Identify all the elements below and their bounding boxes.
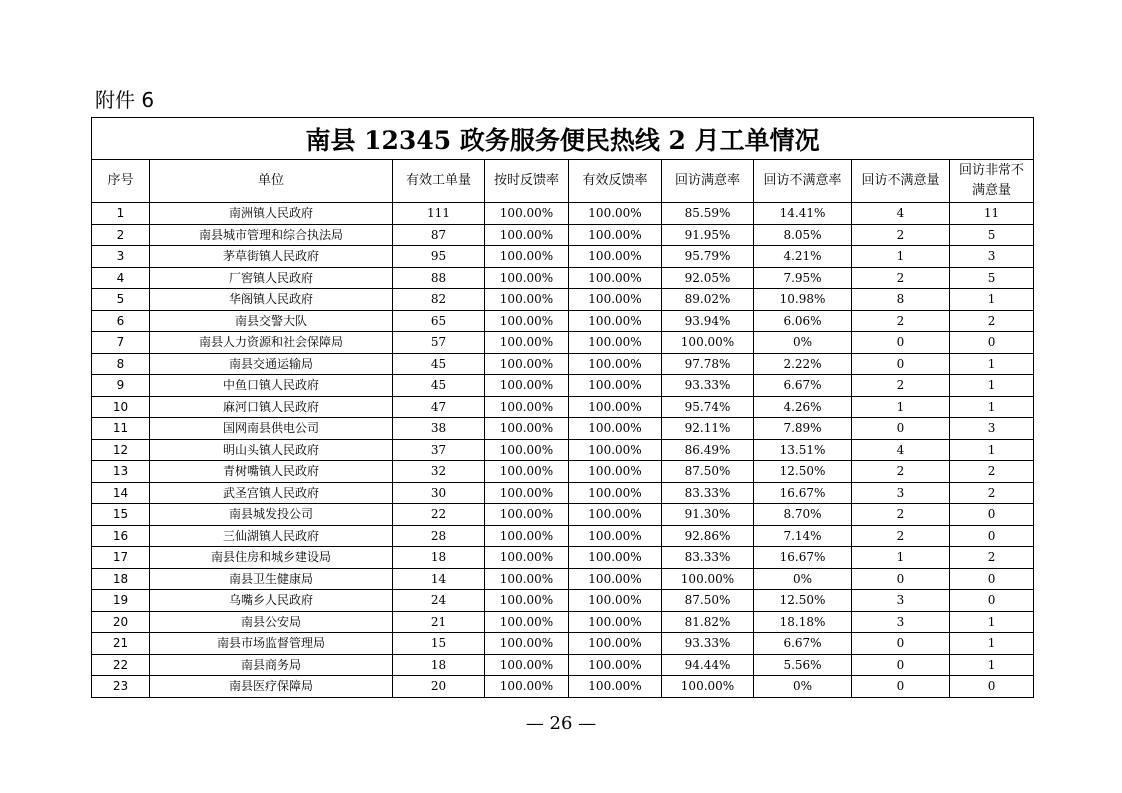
valid-orders-cell: 65 [393,310,485,332]
satisfaction-rate-cell: 81.82% [662,611,754,633]
dissatisfaction-rate-cell: 8.70% [754,504,852,526]
dissatisfied-count-cell: 4 [852,439,950,461]
ontime-rate-cell: 100.00% [485,353,569,375]
header-satisfaction-rate: 回访满意率 [662,160,754,203]
table-row [92,633,1034,655]
dissatisfied-count-cell: 0 [852,418,950,440]
very-dissatisfied-count-cell: 2 [950,547,1034,569]
dissatisfaction-rate-cell: 4.21% [754,246,852,268]
dissatisfaction-rate-cell: 16.67% [754,547,852,569]
valid-orders-cell: 18 [393,654,485,676]
valid-orders-cell: 111 [393,203,485,225]
table-row [92,310,1034,332]
seq-cell: 4 [92,267,150,289]
seq-cell: 9 [92,375,150,397]
valid-orders-cell: 24 [393,590,485,612]
valid-feedback-rate-cell: 100.00% [569,461,662,483]
dissatisfaction-rate-cell: 5.56% [754,654,852,676]
ontime-rate-cell: 100.00% [485,676,569,698]
very-dissatisfied-count-cell: 1 [950,439,1034,461]
very-dissatisfied-count-cell: 1 [950,633,1034,655]
table-row [92,203,1034,225]
seq-cell: 8 [92,353,150,375]
very-dissatisfied-count-cell: 1 [950,375,1034,397]
unit-cell: 明山头镇人民政府 [150,439,393,461]
dissatisfied-count-cell: 2 [852,375,950,397]
satisfaction-rate-cell: 91.95% [662,224,754,246]
valid-feedback-rate-cell: 100.00% [569,418,662,440]
unit-cell: 三仙湖镇人民政府 [150,525,393,547]
seq-cell: 17 [92,547,150,569]
ontime-rate-cell: 100.00% [485,482,569,504]
valid-orders-cell: 57 [393,332,485,354]
satisfaction-rate-cell: 93.33% [662,633,754,655]
header-unit: 单位 [150,160,393,203]
table-row [92,375,1034,397]
table-row [92,590,1034,612]
header-valid-orders: 有效工单量 [393,160,485,203]
satisfaction-rate-cell: 95.74% [662,396,754,418]
unit-cell: 武圣宫镇人民政府 [150,482,393,504]
valid-orders-cell: 47 [393,396,485,418]
valid-orders-cell: 14 [393,568,485,590]
header-dissatisfied-count: 回访不满意量 [852,160,950,203]
table-body [92,203,1034,698]
ontime-rate-cell: 100.00% [485,525,569,547]
valid-feedback-rate-cell: 100.00% [569,375,662,397]
seq-cell: 23 [92,676,150,698]
valid-orders-cell: 38 [393,418,485,440]
ontime-rate-cell: 100.00% [485,633,569,655]
seq-cell: 22 [92,654,150,676]
dissatisfied-count-cell: 4 [852,203,950,225]
ontime-rate-cell: 100.00% [485,590,569,612]
seq-cell: 18 [92,568,150,590]
table-row [92,482,1034,504]
satisfaction-rate-cell: 97.78% [662,353,754,375]
valid-feedback-rate-cell: 100.00% [569,332,662,354]
unit-cell: 中鱼口镇人民政府 [150,375,393,397]
table-row [92,525,1034,547]
table-row [92,504,1034,526]
valid-orders-cell: 82 [393,289,485,311]
dissatisfied-count-cell: 2 [852,461,950,483]
seq-cell: 3 [92,246,150,268]
unit-cell: 国网南县供电公司 [150,418,393,440]
valid-orders-cell: 87 [393,224,485,246]
valid-feedback-rate-cell: 100.00% [569,525,662,547]
dissatisfied-count-cell: 8 [852,289,950,311]
dissatisfied-count-cell: 2 [852,504,950,526]
dissatisfied-count-cell: 2 [852,267,950,289]
valid-feedback-rate-cell: 100.00% [569,310,662,332]
very-dissatisfied-count-cell: 0 [950,525,1034,547]
valid-feedback-rate-cell: 100.00% [569,504,662,526]
ontime-rate-cell: 100.00% [485,224,569,246]
satisfaction-rate-cell: 100.00% [662,332,754,354]
very-dissatisfied-count-cell: 2 [950,461,1034,483]
satisfaction-rate-cell: 95.79% [662,246,754,268]
dissatisfaction-rate-cell: 12.50% [754,590,852,612]
table-row [92,461,1034,483]
valid-orders-cell: 37 [393,439,485,461]
satisfaction-rate-cell: 89.02% [662,289,754,311]
dissatisfied-count-cell: 1 [852,396,950,418]
unit-cell: 华阁镇人民政府 [150,289,393,311]
satisfaction-rate-cell: 93.33% [662,375,754,397]
valid-feedback-rate-cell: 100.00% [569,482,662,504]
unit-cell: 茅草街镇人民政府 [150,246,393,268]
satisfaction-rate-cell: 100.00% [662,676,754,698]
very-dissatisfied-count-cell: 5 [950,224,1034,246]
very-dissatisfied-count-cell: 1 [950,396,1034,418]
dissatisfaction-rate-cell: 13.51% [754,439,852,461]
unit-cell: 南县交警大队 [150,310,393,332]
dissatisfaction-rate-cell: 0% [754,568,852,590]
table-row [92,353,1034,375]
dissatisfaction-rate-cell: 7.14% [754,525,852,547]
unit-cell: 南县商务局 [150,654,393,676]
very-dissatisfied-count-cell: 11 [950,203,1034,225]
header-seq: 序号 [92,160,150,203]
seq-cell: 13 [92,461,150,483]
ontime-rate-cell: 100.00% [485,547,569,569]
seq-cell: 10 [92,396,150,418]
table-row [92,654,1034,676]
attachment-label: 附件 6 [95,88,155,112]
valid-feedback-rate-cell: 100.00% [569,203,662,225]
very-dissatisfied-count-cell: 2 [950,482,1034,504]
dissatisfaction-rate-cell: 0% [754,676,852,698]
satisfaction-rate-cell: 92.11% [662,418,754,440]
table-row [92,676,1034,698]
ontime-rate-cell: 100.00% [485,310,569,332]
header-very-dissatisfied-count: 回访非常不满意量 [950,160,1034,203]
dissatisfied-count-cell: 0 [852,654,950,676]
dissatisfied-count-cell: 0 [852,676,950,698]
valid-orders-cell: 15 [393,633,485,655]
unit-cell: 南县医疗保障局 [150,676,393,698]
seq-cell: 2 [92,224,150,246]
seq-cell: 16 [92,525,150,547]
unit-cell: 厂窖镇人民政府 [150,267,393,289]
very-dissatisfied-count-cell: 0 [950,590,1034,612]
satisfaction-rate-cell: 87.50% [662,461,754,483]
seq-cell: 1 [92,203,150,225]
valid-feedback-rate-cell: 100.00% [569,267,662,289]
satisfaction-rate-cell: 85.59% [662,203,754,225]
valid-orders-cell: 18 [393,547,485,569]
satisfaction-rate-cell: 91.30% [662,504,754,526]
valid-feedback-rate-cell: 100.00% [569,568,662,590]
valid-orders-cell: 32 [393,461,485,483]
unit-cell: 南县人力资源和社会保障局 [150,332,393,354]
very-dissatisfied-count-cell: 0 [950,676,1034,698]
dissatisfied-count-cell: 3 [852,590,950,612]
valid-orders-cell: 28 [393,525,485,547]
satisfaction-rate-cell: 100.00% [662,568,754,590]
work-order-table [91,117,1034,698]
valid-feedback-rate-cell: 100.00% [569,547,662,569]
ontime-rate-cell: 100.00% [485,654,569,676]
ontime-rate-cell: 100.00% [485,289,569,311]
dissatisfied-count-cell: 2 [852,310,950,332]
dissatisfaction-rate-cell: 4.26% [754,396,852,418]
dissatisfaction-rate-cell: 6.06% [754,310,852,332]
dissatisfaction-rate-cell: 6.67% [754,633,852,655]
table-row [92,267,1034,289]
unit-cell: 南县城市管理和综合执法局 [150,224,393,246]
valid-feedback-rate-cell: 100.00% [569,676,662,698]
dissatisfaction-rate-cell: 7.95% [754,267,852,289]
very-dissatisfied-count-cell: 3 [950,418,1034,440]
ontime-rate-cell: 100.00% [485,396,569,418]
table-row [92,568,1034,590]
very-dissatisfied-count-cell: 2 [950,310,1034,332]
dissatisfaction-rate-cell: 12.50% [754,461,852,483]
dissatisfied-count-cell: 1 [852,246,950,268]
satisfaction-rate-cell: 93.94% [662,310,754,332]
header-dissatisfaction-rate: 回访不满意率 [754,160,852,203]
very-dissatisfied-count-cell: 0 [950,332,1034,354]
table-row [92,611,1034,633]
valid-orders-cell: 88 [393,267,485,289]
dissatisfaction-rate-cell: 18.18% [754,611,852,633]
valid-feedback-rate-cell: 100.00% [569,224,662,246]
valid-orders-cell: 30 [393,482,485,504]
satisfaction-rate-cell: 87.50% [662,590,754,612]
table-row [92,246,1034,268]
valid-orders-cell: 22 [393,504,485,526]
unit-cell: 南县交通运输局 [150,353,393,375]
table-row [92,332,1034,354]
valid-feedback-rate-cell: 100.00% [569,654,662,676]
valid-feedback-rate-cell: 100.00% [569,590,662,612]
seq-cell: 19 [92,590,150,612]
dissatisfied-count-cell: 2 [852,525,950,547]
satisfaction-rate-cell: 92.86% [662,525,754,547]
unit-cell: 南县卫生健康局 [150,568,393,590]
ontime-rate-cell: 100.00% [485,418,569,440]
table-row [92,224,1034,246]
seq-cell: 15 [92,504,150,526]
ontime-rate-cell: 100.00% [485,332,569,354]
dissatisfied-count-cell: 3 [852,611,950,633]
unit-cell: 南县住房和城乡建设局 [150,547,393,569]
dissatisfied-count-cell: 2 [852,224,950,246]
seq-cell: 20 [92,611,150,633]
dissatisfaction-rate-cell: 10.98% [754,289,852,311]
seq-cell: 12 [92,439,150,461]
satisfaction-rate-cell: 83.33% [662,482,754,504]
table-row [92,396,1034,418]
ontime-rate-cell: 100.00% [485,267,569,289]
valid-feedback-rate-cell: 100.00% [569,246,662,268]
ontime-rate-cell: 100.00% [485,568,569,590]
valid-orders-cell: 45 [393,375,485,397]
unit-cell: 麻河口镇人民政府 [150,396,393,418]
ontime-rate-cell: 100.00% [485,439,569,461]
valid-feedback-rate-cell: 100.00% [569,439,662,461]
valid-feedback-rate-cell: 100.00% [569,611,662,633]
satisfaction-rate-cell: 92.05% [662,267,754,289]
dissatisfaction-rate-cell: 7.89% [754,418,852,440]
very-dissatisfied-count-cell: 3 [950,246,1034,268]
dissatisfied-count-cell: 0 [852,332,950,354]
valid-feedback-rate-cell: 100.00% [569,396,662,418]
seq-cell: 7 [92,332,150,354]
valid-orders-cell: 45 [393,353,485,375]
unit-cell: 乌嘴乡人民政府 [150,590,393,612]
seq-cell: 5 [92,289,150,311]
ontime-rate-cell: 100.00% [485,504,569,526]
header-ontime-rate: 按时反馈率 [485,160,569,203]
dissatisfied-count-cell: 1 [852,547,950,569]
dissatisfied-count-cell: 0 [852,353,950,375]
very-dissatisfied-count-cell: 1 [950,654,1034,676]
ontime-rate-cell: 100.00% [485,246,569,268]
ontime-rate-cell: 100.00% [485,611,569,633]
satisfaction-rate-cell: 94.44% [662,654,754,676]
very-dissatisfied-count-cell: 0 [950,568,1034,590]
dissatisfaction-rate-cell: 16.67% [754,482,852,504]
table-row [92,289,1034,311]
seq-cell: 14 [92,482,150,504]
unit-cell: 南洲镇人民政府 [150,203,393,225]
dissatisfaction-rate-cell: 14.41% [754,203,852,225]
very-dissatisfied-count-cell: 1 [950,611,1034,633]
table-row [92,439,1034,461]
valid-orders-cell: 95 [393,246,485,268]
dissatisfaction-rate-cell: 0% [754,332,852,354]
seq-cell: 6 [92,310,150,332]
seq-cell: 21 [92,633,150,655]
unit-cell: 南县公安局 [150,611,393,633]
valid-feedback-rate-cell: 100.00% [569,633,662,655]
header-valid-feedback-rate: 有效反馈率 [569,160,662,203]
page-number: — 26 — [525,713,597,734]
valid-orders-cell: 20 [393,676,485,698]
very-dissatisfied-count-cell: 5 [950,267,1034,289]
very-dissatisfied-count-cell: 1 [950,289,1034,311]
seq-cell: 11 [92,418,150,440]
valid-feedback-rate-cell: 100.00% [569,289,662,311]
satisfaction-rate-cell: 83.33% [662,547,754,569]
table-title: 南县 12345 政务服务便民热线 2 月工单情况 [92,118,1034,160]
ontime-rate-cell: 100.00% [485,461,569,483]
unit-cell: 青树嘴镇人民政府 [150,461,393,483]
unit-cell: 南县城发投公司 [150,504,393,526]
table-row [92,547,1034,569]
very-dissatisfied-count-cell: 1 [950,353,1034,375]
dissatisfaction-rate-cell: 6.67% [754,375,852,397]
dissatisfied-count-cell: 0 [852,568,950,590]
dissatisfied-count-cell: 0 [852,633,950,655]
dissatisfaction-rate-cell: 8.05% [754,224,852,246]
dissatisfied-count-cell: 3 [852,482,950,504]
valid-feedback-rate-cell: 100.00% [569,353,662,375]
valid-orders-cell: 21 [393,611,485,633]
dissatisfaction-rate-cell: 2.22% [754,353,852,375]
table-row [92,418,1034,440]
very-dissatisfied-count-cell: 0 [950,504,1034,526]
ontime-rate-cell: 100.00% [485,203,569,225]
ontime-rate-cell: 100.00% [485,375,569,397]
unit-cell: 南县市场监督管理局 [150,633,393,655]
satisfaction-rate-cell: 86.49% [662,439,754,461]
